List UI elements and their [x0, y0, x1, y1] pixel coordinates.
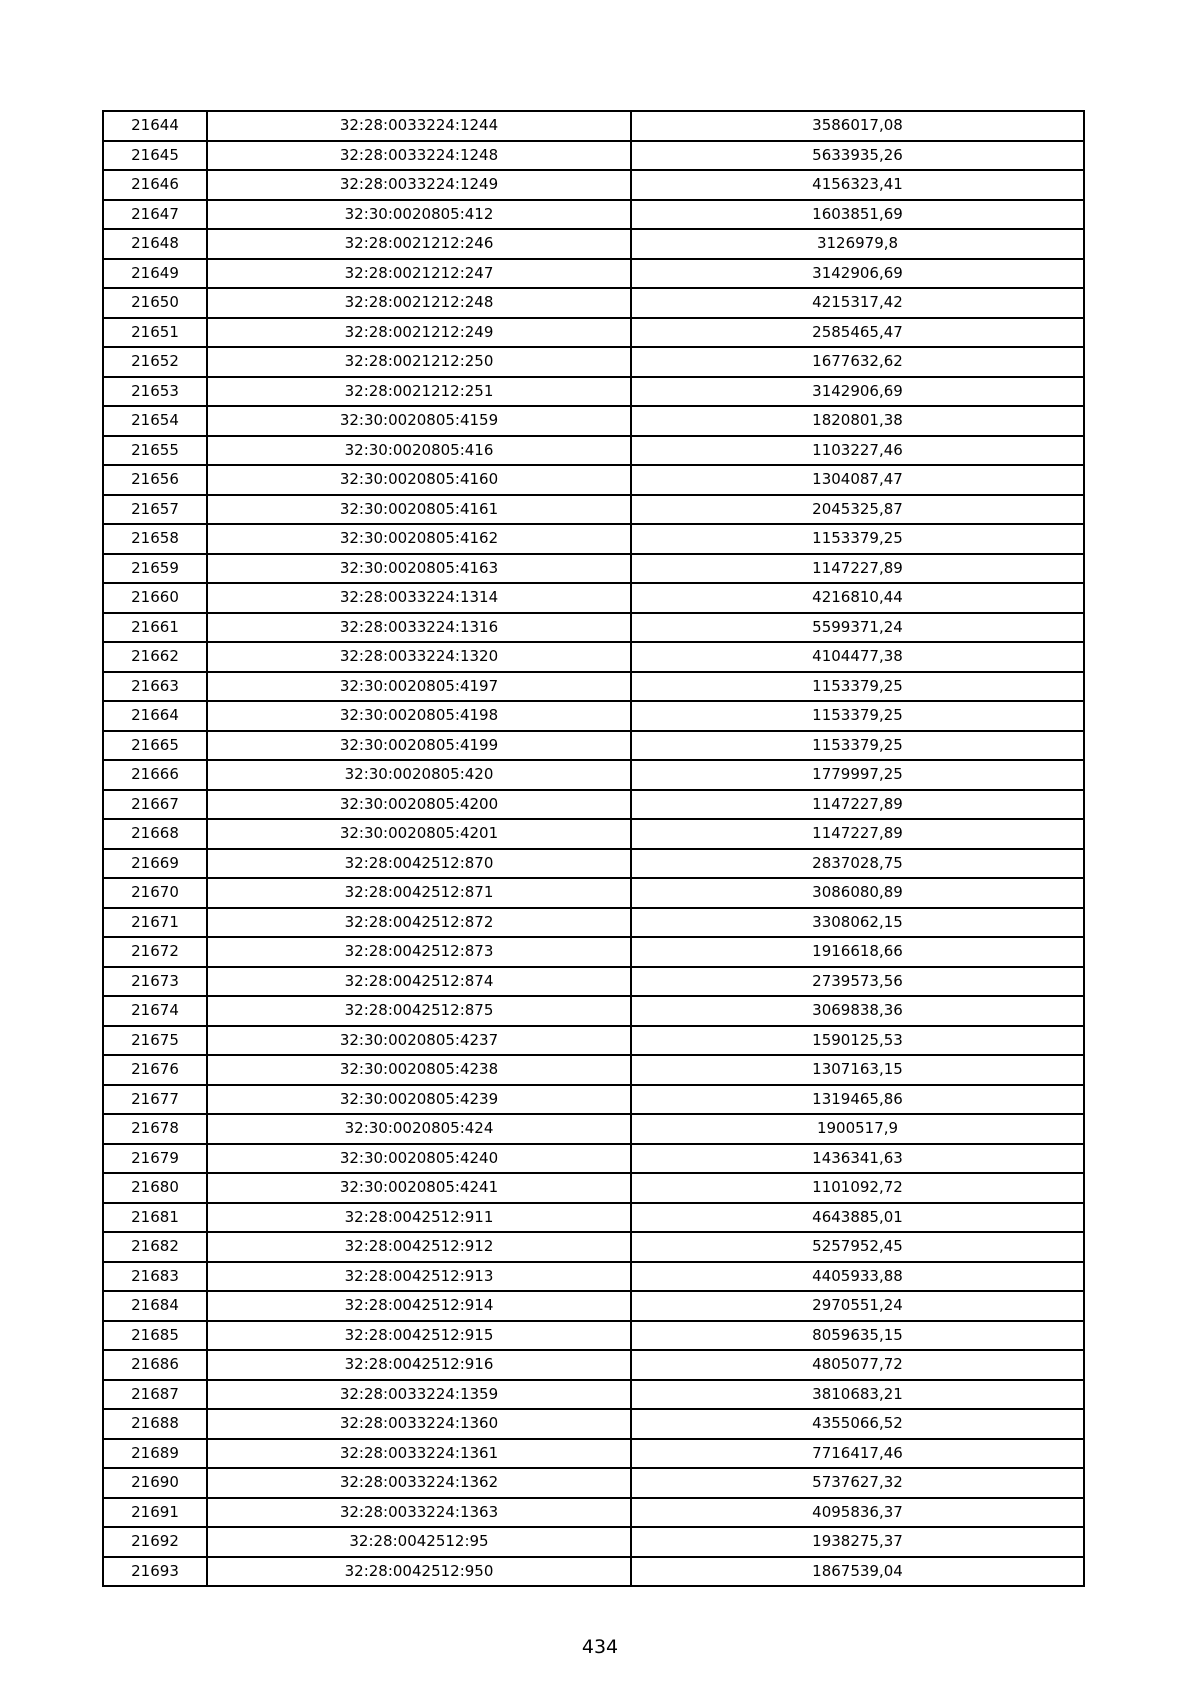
cadastral-number-cell: 32:30:0020805:4197: [207, 672, 631, 702]
row-number-cell: 21657: [103, 495, 207, 525]
cadastral-number-cell: 32:30:0020805:4163: [207, 554, 631, 584]
row-number-cell: 21663: [103, 672, 207, 702]
table-row: [103, 583, 1084, 613]
table-row: [103, 436, 1084, 466]
cadastral-number-cell: 32:28:0042512:914: [207, 1291, 631, 1321]
value-cell: 1153379,25: [631, 672, 1084, 702]
row-number-cell: 21645: [103, 141, 207, 171]
cadastral-number-cell: 32:28:0033224:1359: [207, 1380, 631, 1410]
cadastral-number-cell: 32:30:0020805:4201: [207, 819, 631, 849]
value-cell: 1153379,25: [631, 701, 1084, 731]
value-cell: 4156323,41: [631, 170, 1084, 200]
value-cell: 2970551,24: [631, 1291, 1084, 1321]
cadastral-number-cell: 32:30:0020805:4199: [207, 731, 631, 761]
row-number-cell: 21684: [103, 1291, 207, 1321]
value-cell: 5599371,24: [631, 613, 1084, 643]
table-row: [103, 1439, 1084, 1469]
row-number-cell: 21648: [103, 229, 207, 259]
cadastral-number-cell: 32:28:0021212:247: [207, 259, 631, 289]
cadastral-number-cell: 32:30:0020805:424: [207, 1114, 631, 1144]
table-row: [103, 1409, 1084, 1439]
row-number-cell: 21693: [103, 1557, 207, 1587]
value-cell: 4215317,42: [631, 288, 1084, 318]
row-number-cell: 21664: [103, 701, 207, 731]
table-row: [103, 996, 1084, 1026]
cadastral-number-cell: 32:28:0042512:875: [207, 996, 631, 1026]
table-row: [103, 465, 1084, 495]
cadastral-number-cell: 32:28:0042512:872: [207, 908, 631, 938]
value-cell: 4095836,37: [631, 1498, 1084, 1528]
cadastral-number-cell: 32:28:0021212:249: [207, 318, 631, 348]
value-cell: 7716417,46: [631, 1439, 1084, 1469]
row-number-cell: 21666: [103, 760, 207, 790]
table-row: [103, 1468, 1084, 1498]
table-row: [103, 200, 1084, 230]
table-row: [103, 1380, 1084, 1410]
table-row: [103, 406, 1084, 436]
cadastral-number-cell: 32:28:0033224:1248: [207, 141, 631, 171]
row-number-cell: 21681: [103, 1203, 207, 1233]
cadastral-number-cell: 32:28:0042512:915: [207, 1321, 631, 1351]
cadastral-number-cell: 32:30:0020805:4160: [207, 465, 631, 495]
value-cell: 1147227,89: [631, 554, 1084, 584]
row-number-cell: 21682: [103, 1232, 207, 1262]
row-number-cell: 21652: [103, 347, 207, 377]
cadastral-number-cell: 32:28:0042512:871: [207, 878, 631, 908]
table-row: [103, 908, 1084, 938]
value-cell: 4405933,88: [631, 1262, 1084, 1292]
table-row: [103, 1232, 1084, 1262]
cadastral-number-cell: 32:30:0020805:412: [207, 200, 631, 230]
row-number-cell: 21668: [103, 819, 207, 849]
value-cell: 2739573,56: [631, 967, 1084, 997]
table-row: [103, 111, 1084, 141]
value-cell: 1436341,63: [631, 1144, 1084, 1174]
row-number-cell: 21671: [103, 908, 207, 938]
cadastral-number-cell: 32:28:0033224:1316: [207, 613, 631, 643]
value-cell: 4104477,38: [631, 642, 1084, 672]
row-number-cell: 21650: [103, 288, 207, 318]
row-number-cell: 21649: [103, 259, 207, 289]
value-cell: 4355066,52: [631, 1409, 1084, 1439]
table-row: [103, 229, 1084, 259]
cadastral-number-cell: 32:28:0021212:248: [207, 288, 631, 318]
table-row: [103, 377, 1084, 407]
table-row: [103, 849, 1084, 879]
cadastral-number-cell: 32:30:0020805:4162: [207, 524, 631, 554]
row-number-cell: 21683: [103, 1262, 207, 1292]
value-cell: 5737627,32: [631, 1468, 1084, 1498]
table-row: [103, 170, 1084, 200]
table-row: [103, 495, 1084, 525]
value-cell: 1304087,47: [631, 465, 1084, 495]
row-number-cell: 21689: [103, 1439, 207, 1469]
row-number-cell: 21662: [103, 642, 207, 672]
cadastral-number-cell: 32:28:0042512:913: [207, 1262, 631, 1292]
value-cell: 1916618,66: [631, 937, 1084, 967]
row-number-cell: 21673: [103, 967, 207, 997]
table-row: [103, 1144, 1084, 1174]
table-row: [103, 1026, 1084, 1056]
cadastral-number-cell: 32:28:0033224:1361: [207, 1439, 631, 1469]
table-row: [103, 672, 1084, 702]
cadastral-number-cell: 32:30:0020805:420: [207, 760, 631, 790]
table-row: [103, 878, 1084, 908]
cadastral-number-cell: 32:28:0033224:1244: [207, 111, 631, 141]
row-number-cell: 21692: [103, 1527, 207, 1557]
value-cell: 4216810,44: [631, 583, 1084, 613]
cadastral-number-cell: 32:28:0033224:1360: [207, 1409, 631, 1439]
page-number: 434: [581, 1636, 619, 1658]
cadastral-number-cell: 32:30:0020805:416: [207, 436, 631, 466]
table-row: [103, 642, 1084, 672]
value-cell: 1307163,15: [631, 1055, 1084, 1085]
table-row: [103, 1055, 1084, 1085]
row-number-cell: 21680: [103, 1173, 207, 1203]
table-row: [103, 790, 1084, 820]
row-number-cell: 21646: [103, 170, 207, 200]
value-cell: 1103227,46: [631, 436, 1084, 466]
row-number-cell: 21670: [103, 878, 207, 908]
table-row: [103, 1114, 1084, 1144]
value-cell: 1938275,37: [631, 1527, 1084, 1557]
value-cell: 1147227,89: [631, 819, 1084, 849]
row-number-cell: 21672: [103, 937, 207, 967]
table-row: [103, 1498, 1084, 1528]
table-row: [103, 288, 1084, 318]
table-row: [103, 1262, 1084, 1292]
row-number-cell: 21687: [103, 1380, 207, 1410]
row-number-cell: 21656: [103, 465, 207, 495]
value-cell: 3126979,8: [631, 229, 1084, 259]
cadastral-number-cell: 32:28:0033224:1363: [207, 1498, 631, 1528]
value-cell: 1820801,38: [631, 406, 1084, 436]
cadastral-number-cell: 32:28:0033224:1362: [207, 1468, 631, 1498]
row-number-cell: 21674: [103, 996, 207, 1026]
cadastral-number-cell: 32:28:0042512:911: [207, 1203, 631, 1233]
row-number-cell: 21659: [103, 554, 207, 584]
value-cell: 3142906,69: [631, 377, 1084, 407]
value-cell: 3586017,08: [631, 111, 1084, 141]
table-row: [103, 554, 1084, 584]
table-row: [103, 613, 1084, 643]
cadastral-number-cell: 32:28:0042512:912: [207, 1232, 631, 1262]
value-cell: 1867539,04: [631, 1557, 1084, 1587]
value-cell: 4643885,01: [631, 1203, 1084, 1233]
value-cell: 5633935,26: [631, 141, 1084, 171]
value-cell: 2045325,87: [631, 495, 1084, 525]
table-row: [103, 937, 1084, 967]
row-number-cell: 21665: [103, 731, 207, 761]
value-cell: 1603851,69: [631, 200, 1084, 230]
cadastral-number-cell: 32:30:0020805:4237: [207, 1026, 631, 1056]
row-number-cell: 21685: [103, 1321, 207, 1351]
table-row: [103, 1291, 1084, 1321]
row-number-cell: 21653: [103, 377, 207, 407]
cadastral-number-cell: 32:30:0020805:4240: [207, 1144, 631, 1174]
table-row: [103, 259, 1084, 289]
cadastral-number-cell: 32:28:0042512:870: [207, 849, 631, 879]
cadastral-number-cell: 32:28:0021212:250: [207, 347, 631, 377]
table-row: [103, 1527, 1084, 1557]
row-number-cell: 21679: [103, 1144, 207, 1174]
row-number-cell: 21661: [103, 613, 207, 643]
row-number-cell: 21651: [103, 318, 207, 348]
value-cell: 1153379,25: [631, 731, 1084, 761]
row-number-cell: 21644: [103, 111, 207, 141]
table-row: [103, 1350, 1084, 1380]
cadastral-number-cell: 32:28:0033224:1249: [207, 170, 631, 200]
value-cell: 3069838,36: [631, 996, 1084, 1026]
row-number-cell: 21647: [103, 200, 207, 230]
cadastral-number-cell: 32:28:0042512:916: [207, 1350, 631, 1380]
cadastral-number-cell: 32:28:0021212:246: [207, 229, 631, 259]
row-number-cell: 21677: [103, 1085, 207, 1115]
row-number-cell: 21655: [103, 436, 207, 466]
table-row: [103, 701, 1084, 731]
row-number-cell: 21691: [103, 1498, 207, 1528]
records-table: [102, 110, 1085, 1587]
row-number-cell: 21660: [103, 583, 207, 613]
cadastral-number-cell: 32:30:0020805:4159: [207, 406, 631, 436]
value-cell: 3308062,15: [631, 908, 1084, 938]
table-row: [103, 524, 1084, 554]
row-number-cell: 21667: [103, 790, 207, 820]
table-row: [103, 318, 1084, 348]
value-cell: 8059635,15: [631, 1321, 1084, 1351]
cadastral-number-cell: 32:28:0042512:873: [207, 937, 631, 967]
row-number-cell: 21658: [103, 524, 207, 554]
table-row: [103, 1173, 1084, 1203]
value-cell: 4805077,72: [631, 1350, 1084, 1380]
cadastral-number-cell: 32:30:0020805:4241: [207, 1173, 631, 1203]
row-number-cell: 21675: [103, 1026, 207, 1056]
value-cell: 1153379,25: [631, 524, 1084, 554]
value-cell: 2585465,47: [631, 318, 1084, 348]
value-cell: 5257952,45: [631, 1232, 1084, 1262]
value-cell: 1900517,9: [631, 1114, 1084, 1144]
cadastral-number-cell: 32:30:0020805:4239: [207, 1085, 631, 1115]
cadastral-number-cell: 32:28:0021212:251: [207, 377, 631, 407]
table-row: [103, 1085, 1084, 1115]
value-cell: 1677632,62: [631, 347, 1084, 377]
table-row: [103, 1203, 1084, 1233]
cadastral-number-cell: 32:28:0042512:95: [207, 1527, 631, 1557]
value-cell: 1779997,25: [631, 760, 1084, 790]
cadastral-number-cell: 32:30:0020805:4161: [207, 495, 631, 525]
value-cell: 2837028,75: [631, 849, 1084, 879]
table-row: [103, 141, 1084, 171]
cadastral-number-cell: 32:28:0042512:874: [207, 967, 631, 997]
row-number-cell: 21686: [103, 1350, 207, 1380]
row-number-cell: 21654: [103, 406, 207, 436]
value-cell: 3142906,69: [631, 259, 1084, 289]
records-table-body: [103, 111, 1084, 1586]
value-cell: 3810683,21: [631, 1380, 1084, 1410]
value-cell: 1319465,86: [631, 1085, 1084, 1115]
cadastral-number-cell: 32:28:0033224:1314: [207, 583, 631, 613]
table-row: [103, 731, 1084, 761]
value-cell: 1147227,89: [631, 790, 1084, 820]
cadastral-number-cell: 32:28:0033224:1320: [207, 642, 631, 672]
row-number-cell: 21678: [103, 1114, 207, 1144]
value-cell: 1590125,53: [631, 1026, 1084, 1056]
value-cell: 3086080,89: [631, 878, 1084, 908]
cadastral-number-cell: 32:30:0020805:4238: [207, 1055, 631, 1085]
table-row: [103, 967, 1084, 997]
table-row: [103, 1321, 1084, 1351]
row-number-cell: 21676: [103, 1055, 207, 1085]
row-number-cell: 21688: [103, 1409, 207, 1439]
table-row: [103, 819, 1084, 849]
row-number-cell: 21690: [103, 1468, 207, 1498]
value-cell: 1101092,72: [631, 1173, 1084, 1203]
row-number-cell: 21669: [103, 849, 207, 879]
table-row: [103, 760, 1084, 790]
table-row: [103, 1557, 1084, 1587]
cadastral-number-cell: 32:28:0042512:950: [207, 1557, 631, 1587]
cadastral-number-cell: 32:30:0020805:4200: [207, 790, 631, 820]
table-row: [103, 347, 1084, 377]
cadastral-number-cell: 32:30:0020805:4198: [207, 701, 631, 731]
